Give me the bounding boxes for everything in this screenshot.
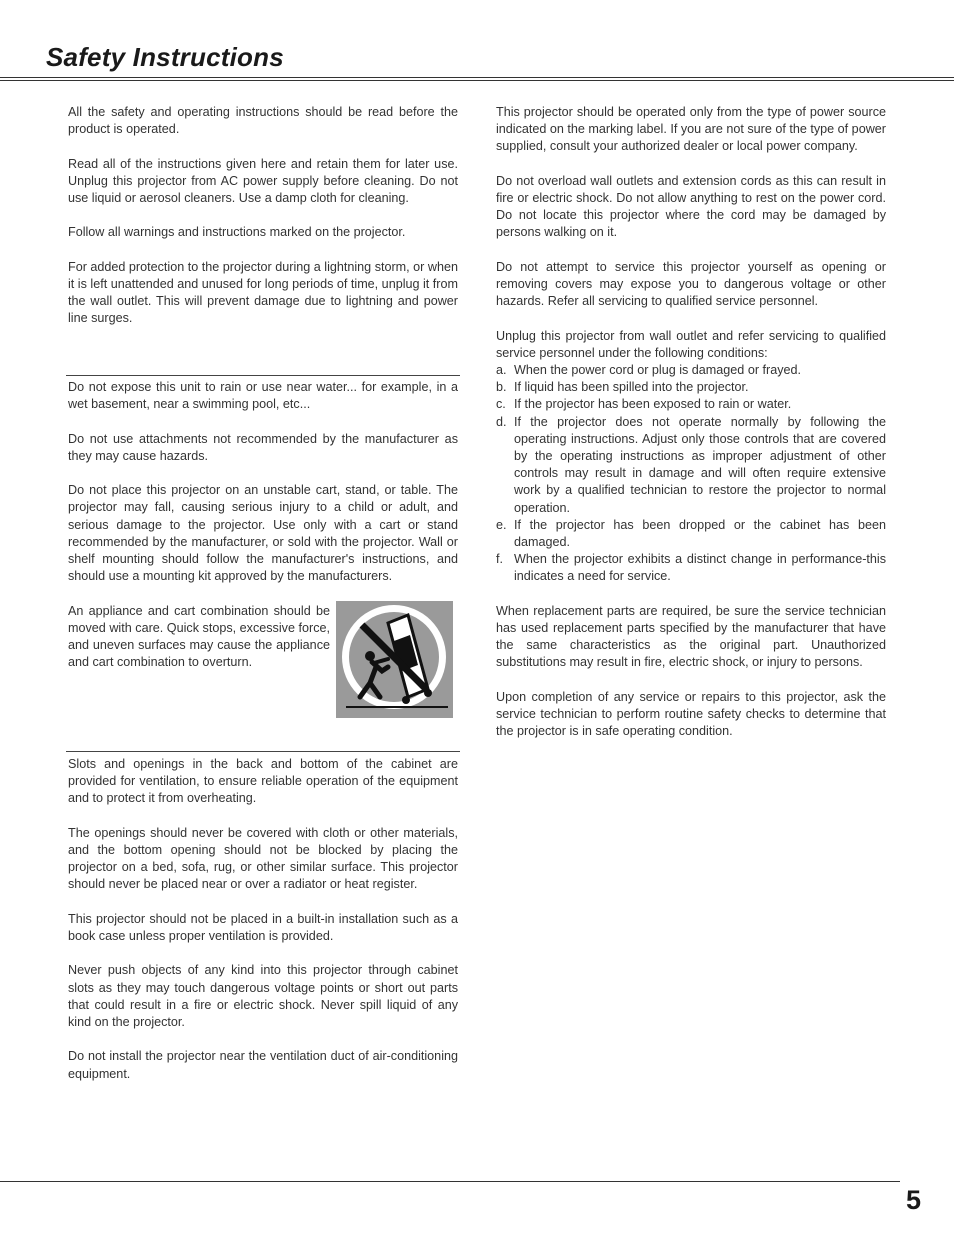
service-intro: Unplug this projector from wall outlet and refer servicing to qualified service personnel under the following conditions: [496,328,886,360]
replacement-paragraph: When replacement parts are required, be sure the service technician has used replacement parts specified by the manufacturer that have the same characteristics as the original part. Unauthorized substitutions may result in fire, electric shock, or injury to persons. [496,603,886,670]
list-item [496,551,886,585]
safety-check-paragraph: Upon completion of any service or repairs to this projector, ask the service technician to perform routine safety checks to determine that the projector is in safe operating condition. [496,689,886,739]
list-marker: d. [496,414,507,429]
ventilation-paragraph: Do not install the projector near the ventilation duct of air-conditioning equipment. [68,1049,458,1081]
list-marker: c. [496,397,506,412]
intro-paragraph: All the safety and operating instructions should be read before the product is operated. [68,105,458,137]
ventilation-paragraph: Never push objects of any kind into this projector through cabinet slots as they may touch dangerous voltage points or short out parts that could result in a fire or electric shock. Never spill liquid of any kind on the projector. [68,963,458,1029]
list-marker: f. [496,552,503,567]
list-item [496,414,886,517]
ventilation-section [68,756,458,1100]
list-item-text: When the projector exhibits a distinct change in performance-this indicates a need for service. [514,552,886,584]
page-title: Safety Instructions [46,42,284,72]
ventilation-paragraph: Slots and openings in the back and bottom of the cabinet are provided for ventilation, to ensure reliable operation of the equipment and to protect it from overheating. [68,757,458,806]
power-paragraph: Do not overload wall outlets and extension cords as this can result in fire or electric shock. Do not allow anything to rest on the power cord. Do not locate this projector where the cord may be damaged by persons walking on it. [496,173,886,240]
ventilation-paragraph: The openings should never be covered with cloth or other materials, and the bottom opening should not be blocked by placing the projector on a bed, sofa, rug, or other similar surface. This projector should never be placed near or over a radiator or heat register. [68,825,458,892]
footer-divider [0,1181,900,1182]
list-item-text: When the power cord or plug is damaged or frayed. [514,363,802,377]
list-item-text: If the projector does not operate normally by following the operating instructions. Adjust only those controls that are covered by the operating instructions as improper adjustment of other controls may result in damage and will often require extensive work by a qualified technician to restore the projector to normal operation. [514,414,886,515]
ventilation-paragraph: This projector should not be placed in a built-in installation such as a book case unless proper ventilation is provided. [68,911,458,943]
list-item-text: If the projector has been exposed to rain or water. [514,397,792,412]
list-item [496,362,886,379]
section-divider-placement [66,375,460,376]
list-item-text: If the projector has been dropped or the cabinet has been damaged. [514,517,886,550]
cart-tip-over-warning-icon [336,601,453,718]
service-conditions-list [496,362,886,586]
right-column [496,104,886,758]
page-number: 5 [905,1185,921,1215]
list-item-text: If liquid has been spilled into the projector. [514,380,749,395]
cart-warning-text: An appliance and cart combination should be moved with care. Quick stops, excessive force, and uneven surfaces may cause the appliance and cart combination to overturn. [68,603,330,670]
placement-paragraph: Do not place this projector on an unstable cart, stand, or table. The projector may fall, causing serious injury to a child or adult, and serious damage to the projector. Use only with a cart or stand recommended by the manufacturer, or sold with the projector. Wall or shelf mounting should follow the manufacturer's instructions, and should use a mounting kit approved by the manufacturers. [68,483,458,584]
title-divider [0,77,954,81]
intro-paragraph: Follow all warnings and instructions marked on the projector. [68,225,406,240]
list-item [496,396,886,413]
power-paragraph: This projector should be operated only from the type of power source indicated on the marking label. If you are not sure of the type of power supplied, consult your authorized dealer or local power company. [496,105,886,154]
list-marker: b. [496,380,507,395]
placement-paragraph: Do not expose this unit to rain or use near water... for example, in a wet basement, near a swimming pool, etc... [68,380,458,412]
placement-section [68,379,458,723]
left-column [68,104,458,328]
list-item [496,517,886,551]
intro-paragraph: Read all of the instructions given here and retain them for later use. Unplug this projector from AC power supply before cleaning. Do not use liquid or aerosol cleaners. Use a damp cloth for cleaning. [68,156,458,205]
section-divider-ventilation [66,751,460,752]
service-paragraph: Do not attempt to service this projector yourself as opening or removing covers may expose you to dangerous voltage or other hazards. Refer all servicing to qualified service personnel. [496,259,886,309]
list-item [496,379,886,396]
intro-paragraph: For added protection to the projector during a lightning storm, or when it is left unattended and unused for long periods of time, unplug it from the wall outlet. This will prevent damage due to lightning and power line surges. [68,259,458,326]
placement-paragraph: Do not use attachments not recommended by the manufacturer as they may cause hazards. [68,431,458,463]
list-marker: a. [496,363,507,377]
list-marker: e. [496,517,507,532]
cart-warning-block [68,603,458,723]
